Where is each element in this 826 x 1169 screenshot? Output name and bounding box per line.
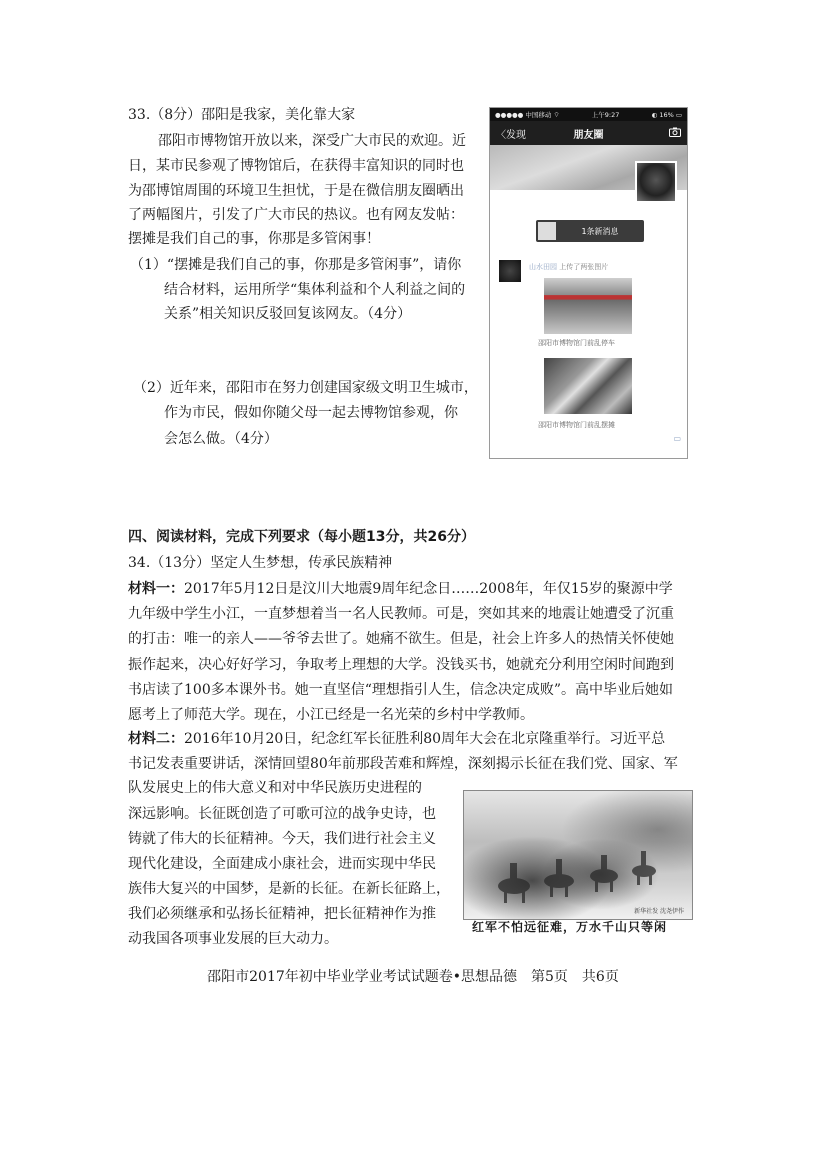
post-photo[interactable] xyxy=(544,278,632,334)
material1-line: 振作起来，决心好好学习，争取考上理想的大学。没钱买书，她就充分利用空闲时间跑到 xyxy=(128,657,674,673)
avatar[interactable] xyxy=(635,161,677,203)
material1-line: 九年级中学生小江，一直梦想着当一名人民教师。可是，突如其来的地震让她遭受了沉重 xyxy=(128,606,674,622)
q34-title: 34.（13分）坚定人生梦想，传承民族精神 xyxy=(128,555,393,571)
material2-line: 队发展史上的伟大意义和对中华民族历史进程的 xyxy=(128,780,422,796)
section-title: 四、阅读材料，完成下列要求（每小题13分，共26分） xyxy=(128,529,475,545)
new-message-banner[interactable] xyxy=(536,220,644,242)
q33-sub2-line: （2）近年来，邵阳市在努力创建国家级文明卫生城市， xyxy=(133,380,478,396)
long-march-painting xyxy=(463,790,693,920)
moments-cover-image xyxy=(490,145,687,190)
camera-icon[interactable] xyxy=(669,127,681,140)
material2-line: 书记发表重要讲话，深情回望80年前那段苦难和辉煌，深刻揭示长征在我们党、国家、军 xyxy=(128,756,678,772)
painting-caption: 红军不怕远征难，万水千山只等闲 xyxy=(472,920,668,934)
wechat-moments-screenshot xyxy=(489,107,688,459)
q33-sub2-line: 作为市民，假如你随父母一起去博物馆参观，你 xyxy=(164,405,458,421)
page-footer: 邵阳市2017年初中毕业学业考试试题卷•思想品德 第5页 共6页 xyxy=(207,969,619,985)
phone-status-bar xyxy=(490,108,687,121)
q33-title: 33.（8分）邵阳是我家，美化靠大家 xyxy=(128,107,356,123)
q33-sub1-line: 关系”相关知识反驳回复该网友。（4分） xyxy=(164,306,412,322)
material1-line: 愿考上了师范大学。现在，小江已经是一名光荣的乡村中学教师。 xyxy=(128,707,534,723)
material1-text: 2017年5月12日是汶川大地震9周年纪念日……2008年，年仅15岁的聚源中学 xyxy=(184,581,673,597)
clock-label: 上午9:27 xyxy=(591,111,620,119)
post-username[interactable]: 山水田园 xyxy=(529,263,557,271)
back-button[interactable]: 〈发现 xyxy=(496,129,526,141)
photo-caption: 邵阳市博物馆门前乱停车 xyxy=(538,339,615,347)
q33-text-line: 日，某市民参观了博物馆后，在获得丰富知识的同时也 xyxy=(128,158,464,174)
q33-text-line: 为邵博馆周围的环境卫生担忧，于是在微信朋友圈晒出 xyxy=(128,183,464,199)
material1-line: 书店读了100多本课外书。她一直坚信“理想指引人生，信念决定成败”。高中毕业后她如 xyxy=(128,682,674,698)
material2-label: 材料二： xyxy=(128,731,184,747)
q33-text-line: 邵阳市博物馆开放以来，深受广大市民的欢迎。近 xyxy=(158,133,466,149)
material2-line xyxy=(128,730,665,748)
phone-nav-bar xyxy=(490,121,687,145)
material2-line: 动我国各项事业发展的巨大动力。 xyxy=(128,931,338,947)
photo-caption: 邵阳市博物馆门前乱摆摊 xyxy=(538,421,615,429)
nav-title: 朋友圈 xyxy=(573,129,604,141)
material2-line: 铸就了伟大的长征精神。今天，我们进行社会主义 xyxy=(128,831,436,847)
material2-line: 我们必须继承和弘扬长征精神，把长征精神作为推 xyxy=(128,906,436,922)
post-avatar[interactable] xyxy=(499,260,521,282)
material2-line: 族伟大复兴的中国梦，是新的长征。在新长征路上， xyxy=(128,881,450,897)
post-header xyxy=(529,262,608,272)
material1-line xyxy=(128,580,673,598)
post-photo[interactable] xyxy=(544,358,632,414)
material2-line: 现代化建设，全面建成小康社会，进而实现中华民 xyxy=(128,856,436,872)
material1-label: 材料一： xyxy=(128,581,184,597)
post-action: 上传了两张图片 xyxy=(559,263,609,271)
q33-text-line: 摆摊是我们自己的事，你那是多管闲事！ xyxy=(128,231,380,247)
q33-sub1-line: （1）“摆摊是我们自己的事，你那是多管闲事”，请你 xyxy=(130,257,462,273)
battery-icon: ◐ 16% ▭ xyxy=(651,110,682,119)
q33-sub2-line: 会怎么做。（4分） xyxy=(164,431,278,447)
material2-line: 深远影响。长征既创造了可歌可泣的战争史诗，也 xyxy=(128,806,436,822)
q33-sub1-line: 结合材料，运用所学“集体利益和个人利益之间的 xyxy=(164,282,466,298)
material2-text: 2016年10月20日，纪念红军长征胜利80周年大会在北京隆重举行。习近平总 xyxy=(184,731,666,747)
new-message-label: 1条新消息 xyxy=(581,226,619,236)
message-thumbnail xyxy=(538,222,556,240)
carrier-label: ●●●●● 中国移动 ⌔ xyxy=(495,111,560,119)
material1-line: 的打击：唯一的亲人——爷爷去世了。她痛不欲生。但是，社会上许多人的热情关怀使她 xyxy=(128,631,674,647)
more-options-icon[interactable]: ▭ xyxy=(673,434,681,443)
painting-signature: 新华社发 沈尧伊作 xyxy=(634,908,684,915)
q33-text-line: 了两幅图片，引发了广大市民的热议。也有网友发帖： xyxy=(128,207,464,223)
